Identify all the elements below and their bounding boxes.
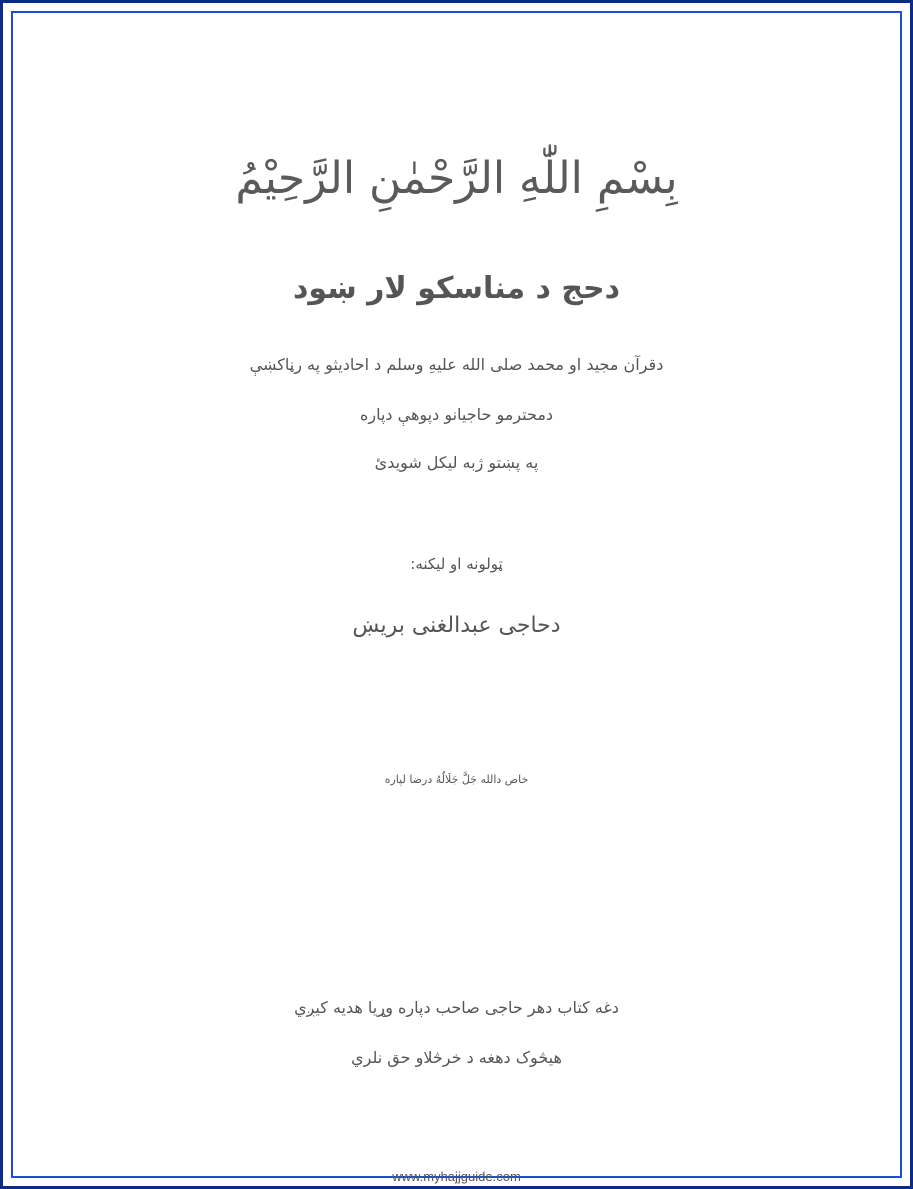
no-sale-note: هیڅوک دهغه د خرڅلاو حق نلري [351, 1048, 562, 1067]
subtitle-line-1: دقرآن مجید او محمد صلی الله علیهِ وسلم د احادیثو په رڼاکښې [249, 355, 664, 374]
author-name: دحاجی عبدالغنی بریښ [352, 613, 561, 638]
compiler-label: ټولونه او لیکنه: [410, 555, 503, 573]
free-distribution-note: دغه کتاب دهر حاجی صاحب دپاره وړیا هدیه کیږي [294, 998, 619, 1017]
basmala-heading: بِسْمِ اللّٰهِ الرَّحْمٰنِ الرَّحِيْمُ [235, 153, 678, 204]
subtitle-line-2: دمحترمو حاجیانو دپوهې دپاره [359, 405, 554, 424]
website-footer: www.myhajjguide.com [392, 1169, 521, 1184]
book-title: دحج د مناسکو لار ښود [293, 271, 620, 306]
dedication-text: خاص دالله جَلَّ جَلَالُهُ درضا لپاره [384, 773, 529, 786]
page-inner-frame [11, 11, 902, 1184]
subtitle-line-3: په پښتو ژبه لیکل شویدئ [374, 453, 539, 472]
